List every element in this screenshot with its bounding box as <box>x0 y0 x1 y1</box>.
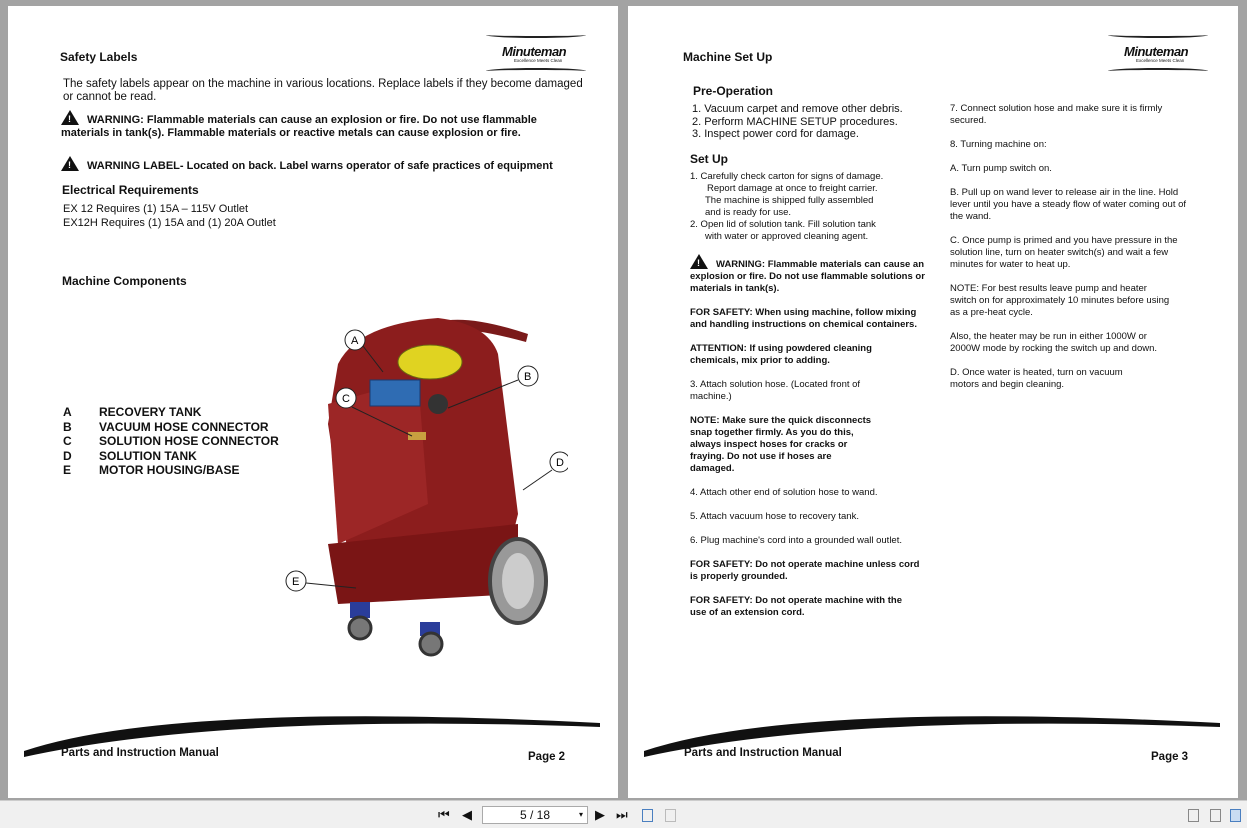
warning-icon <box>690 254 708 269</box>
footer-title: Parts and Instruction Manual <box>684 747 842 759</box>
fit-page-icon[interactable] <box>642 809 653 822</box>
component-item: C SOLUTION HOSE CONNECTOR <box>63 434 279 448</box>
warning-flammable: !WARNING: Flammable materials can cause an explosion or fire. Do not use flammable materials in tank(s). Flammable materials or reactive metals can cause explosion or fire. <box>61 110 561 139</box>
page-3 <box>628 6 1238 798</box>
svg-text:D: D <box>556 457 564 469</box>
fit-width-icon[interactable] <box>665 809 676 822</box>
single-page-view-icon[interactable] <box>1188 809 1199 822</box>
components-list <box>63 405 279 478</box>
svg-text:B: B <box>524 371 532 383</box>
two-page-view-icon[interactable] <box>1230 809 1241 822</box>
machine-illustration <box>268 304 568 664</box>
electrical-heading: Electrical Requirements <box>62 183 199 197</box>
setup-list: 1. Carefully check carton for signs of damage. Report damage at once to freight carrier. The machine is shipped fully assembled and is ready for use. 2. Open lid of solution tank. Fill solution tank with water or approved cleaning agent. <box>690 171 884 242</box>
footer-title: Parts and Instruction Manual <box>61 747 219 759</box>
setup-heading: Set Up <box>690 152 729 166</box>
intro-text: The safety labels appear on the machine in various locations. Replace labels if they become damaged or cannot be read. <box>63 78 583 103</box>
svg-text:C: C <box>342 393 350 405</box>
warning-text: !WARNING: Flammable materials can cause an explosion or fire. Do not use flammable solutions or materials in tank(s). <box>690 254 935 295</box>
page-number: Page 3 <box>1151 751 1189 763</box>
preop-heading: Pre-Operation <box>693 84 774 98</box>
page-2 <box>8 6 618 798</box>
components-heading: Machine Components <box>62 274 187 288</box>
last-page-icon[interactable]: ⏭ <box>616 807 628 822</box>
preop-list: 1. Vacuum carpet and remove other debris. 2. Perform MACHINE SETUP procedures. 3. Inspect power cord for damage. <box>692 103 903 140</box>
component-item: E MOTOR HOUSING/BASE <box>63 463 240 477</box>
previous-page-icon[interactable]: ◀ <box>462 807 472 822</box>
component-item: D SOLUTION TANK <box>63 448 197 463</box>
minuteman-logo: Minuteman Excellence Meets Clean <box>486 32 586 78</box>
page-number: Page 2 <box>528 751 566 763</box>
next-page-icon[interactable]: ▶ <box>595 807 605 822</box>
component-item: B VACUUM HOSE CONNECTOR <box>63 419 269 434</box>
first-page-icon[interactable]: ⏮ <box>438 807 450 822</box>
right-column: 7. Connect solution hose and make sure it is firmly secured. 8. Turning machine on: A. Turn pump switch on. B. Pull up on wand lever to release air in the line. Hold lever until you have a steady flow of water coming out of the wand. C. Once pump is primed and you have pressure in the solution line, turn on heater switch(s) and wait a few minutes for water to heat up. NOTE: For best results leave pump and heater switch on for approximately 10 minutes before using as a pre-heat cycle. Also, the heater may be run in either 1000W or 2000W mode by rocking the switch up and down. D. Once water is heated, turn on vacuum motors and begin cleaning. <box>950 103 1187 390</box>
continuous-view-icon[interactable] <box>1210 809 1221 822</box>
electrical-list: EX 12 Requires (1) 15A – 115V Outlet EX12H Requires (1) 15A and (1) 20A Outlet <box>63 203 276 229</box>
svg-text:E: E <box>292 576 300 588</box>
section-title: Safety Labels <box>60 50 138 64</box>
left-column: !WARNING: Flammable materials can cause an explosion or fire. Do not use flammable solutions or materials in tank(s). FOR SAFETY: When using machine, follow mixing and handling instructions on chemical containers. ATTENTION: If using powdered cleaning chemicals, mix prior to adding. 3. Attach solution hose. (Located front of machine.) NOTE: Make sure the quick disconnects snap together firmly. As you do this, always inspect hoses for cracks or fraying. Do not use if hoses are damaged. 4. Attach other end of solution hose to wand. 5. Attach vacuum hose to recovery tank. 6. Plug machine's cord into a grounded wall outlet. FOR SAFETY: Do not operate machine unless cord is properly grounded. FOR SAFETY: Do not operate machine with the use of an extension cord. <box>690 254 935 619</box>
page-select[interactable]: 5 / 18 ▾ <box>482 806 588 824</box>
component-item: A RECOVERY TANK <box>63 405 202 419</box>
warning-icon <box>61 110 79 125</box>
warning-label: !WARNING LABEL- Located on back. Label warns operator of safe practices of equipment <box>61 156 601 173</box>
viewer-toolbar <box>0 800 1247 828</box>
warning-icon <box>61 156 79 171</box>
minuteman-logo: Minuteman Excellence Meets Clean <box>1108 32 1208 78</box>
section-title: Machine Set Up <box>683 50 773 64</box>
svg-text:A: A <box>351 335 359 347</box>
